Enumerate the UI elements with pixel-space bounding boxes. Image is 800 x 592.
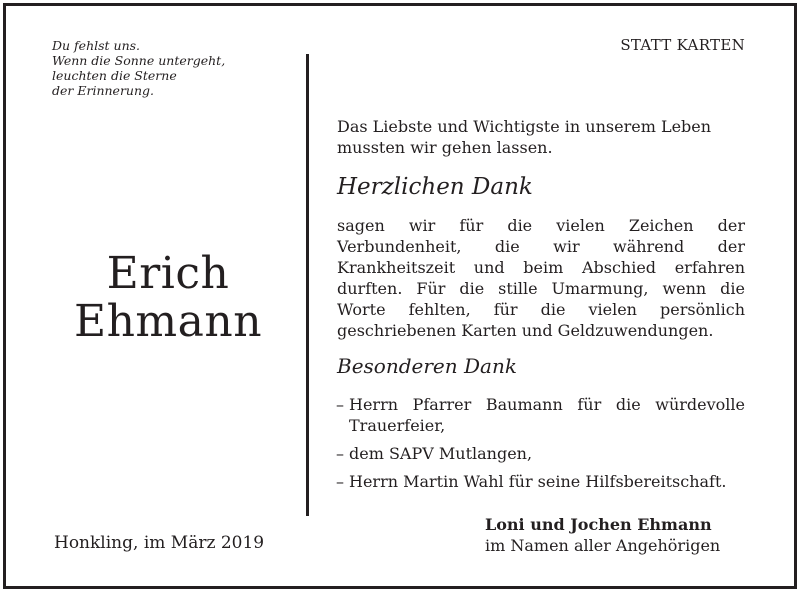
heading-thanks: Herzlichen Dank <box>337 174 533 200</box>
list-item: – Herrn Martin Wahl für seine Hilfsbereitschaft. <box>337 471 745 492</box>
poem-line: leuchten die Sterne <box>52 68 177 83</box>
signature-subline: im Namen aller Angehörigen <box>485 536 721 555</box>
signature-block <box>485 514 720 556</box>
list-item: – dem SAPV Mutlangen, <box>337 443 745 464</box>
last-name: Ehmann <box>73 296 263 347</box>
poem-line: Du fehlst uns. <box>52 38 141 53</box>
special-thanks-list <box>337 394 745 499</box>
poem-line: der Erinnerung. <box>52 83 154 98</box>
statt-karten-label: STATT KARTEN <box>620 36 745 54</box>
memorial-poem <box>52 38 292 98</box>
place-date: Honkling, im März 2019 <box>54 533 265 553</box>
heading-special-thanks: Besonderen Dank <box>337 354 517 378</box>
intro-text: Das Liebste und Wichtigste in unserem Leben mussten wir gehen lassen. <box>337 117 712 157</box>
vertical-divider <box>306 54 309 516</box>
list-item: – Herrn Pfarrer Baumann für die würdevolle Trauerfeier, <box>337 394 745 436</box>
signature-names: Loni und Jochen Ehmann <box>485 515 712 534</box>
thanks-body: sagen wir für die vielen Zeichen der Verbundenheit, die wir während der Krankheitszeit und beim Abschied erfahren durften. Für die stille Umarmung, wenn die Worte fehlten, für die vielen persönlich geschriebenen Karten und Geldzuwendungen. <box>337 216 745 340</box>
poem-line: Wenn die Sonne untergeht, <box>52 53 226 68</box>
deceased-name <box>40 250 296 346</box>
first-name: Erich <box>106 248 230 299</box>
